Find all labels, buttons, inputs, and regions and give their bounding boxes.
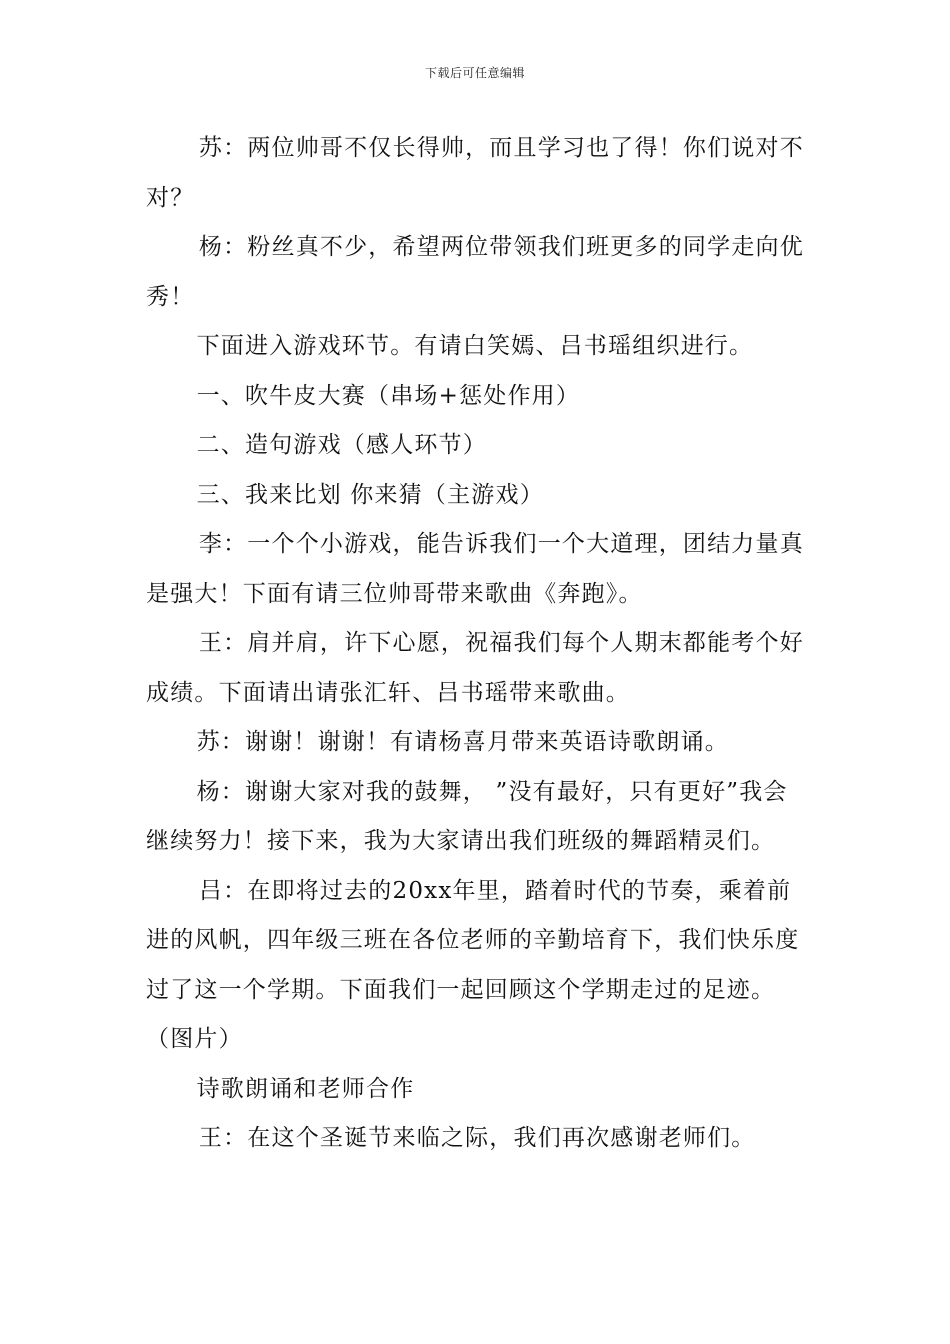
paragraph-li-1: 李：一个个小游戏，能告诉我们一个大道理，团结力量真是强大！下面有请三位帅哥带来歌曲《奔跑》。 <box>146 531 804 607</box>
list-item-game-3: 三、我来比划 你来猜（主游戏） <box>196 481 544 508</box>
paragraph-game-intro: 下面进入游戏环节。有请白笑嫣、吕书瑶组织进行。 <box>196 333 754 359</box>
document-body <box>146 124 810 1164</box>
list-item-game-1: 一、吹牛皮大赛（串场+惩处作用） <box>196 382 581 409</box>
paragraph-yang-1: 杨：粉丝真不少，希望两位带领我们班更多的同学走向优秀！ <box>146 234 804 310</box>
list-item-game-2: 二、造句游戏（感人环节） <box>196 432 487 458</box>
paragraph-poem-recital: 诗歌朗诵和老师合作 <box>196 1075 415 1102</box>
page-header-note: 下载后可任意编辑 <box>424 66 525 80</box>
paragraph-wang-2: 王：在这个圣诞节来临之际，我们再次感谢老师们。 <box>198 1125 756 1151</box>
paragraph-su-2: 苏：谢谢！谢谢！有请杨喜月带来英语诗歌朗诵。 <box>196 729 729 755</box>
paragraph-su-1: 苏：两位帅哥不仅长得帅，而且学习也了得！你们说对不对？ <box>146 135 804 211</box>
paragraph-lv-1: 吕：在即将过去的20xx年里，踏着时代的节奏，乘着前进的风帆，四年级三班在各位老师的辛勤培育下，我们快乐度过了这一个学期。下面我们一起回顾这个学期走过的足迹。（图片） <box>146 877 800 1052</box>
paragraph-wang-1: 王：肩并肩，许下心愿，祝福我们每个人期末都能考个好成绩。下面请出请张汇轩、吕书瑶带来歌曲。 <box>146 630 804 706</box>
paragraph-yang-2: 杨：谢谢大家对我的鼓舞， ”没有最好，只有更好”我会继续努力！接下来，我为大家请出我们班级的舞蹈精灵们。 <box>146 778 788 854</box>
